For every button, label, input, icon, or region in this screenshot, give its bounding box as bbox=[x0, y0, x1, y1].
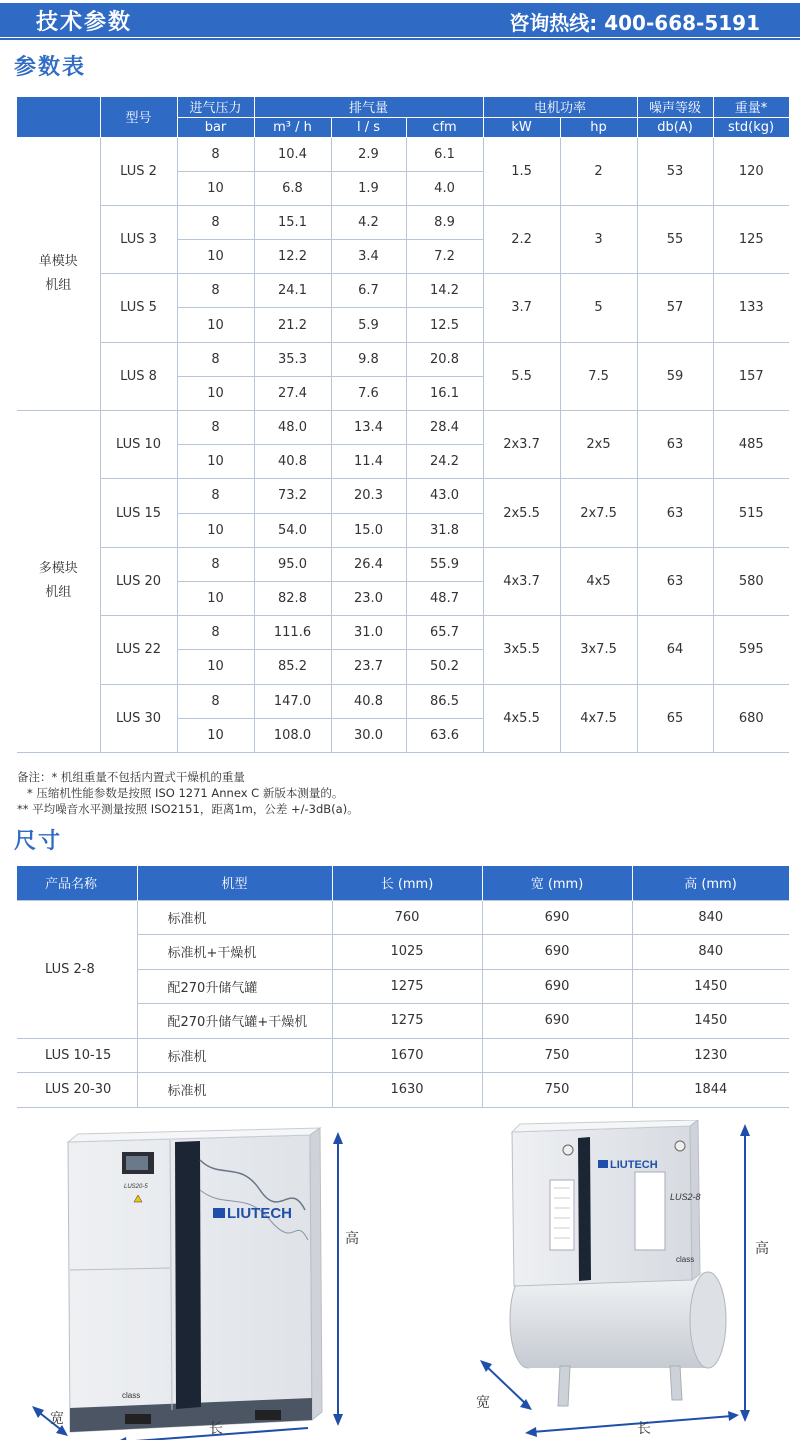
noise-cell: 59 bbox=[637, 342, 713, 410]
group-name-line: 多模块 bbox=[38, 561, 78, 577]
flow-ls-cell: 4.2 bbox=[331, 205, 406, 239]
pressure-gauge-icon bbox=[563, 1145, 573, 1155]
flow-m3h-cell: 35.3 bbox=[254, 342, 331, 376]
flow-cfm-cell: 50.2 bbox=[406, 650, 483, 684]
table-row bbox=[17, 274, 789, 308]
noise-cell: 55 bbox=[637, 205, 713, 273]
motor-hp-cell: 3 bbox=[560, 205, 637, 273]
table-row bbox=[17, 205, 789, 239]
header-noise: 噪声等级 bbox=[637, 97, 713, 117]
noise-cell: 63 bbox=[637, 411, 713, 479]
model-cell: LUS 2 bbox=[100, 137, 177, 205]
noise-cell: 63 bbox=[637, 547, 713, 615]
dims-section-title: 尺寸 bbox=[14, 829, 63, 854]
flow-m3h-cell: 27.4 bbox=[254, 376, 331, 410]
model-cell: LUS 15 bbox=[100, 479, 177, 547]
right-brand-text: LIUTECH bbox=[610, 1159, 658, 1171]
weight-cell: 157 bbox=[713, 342, 789, 410]
product-name-cell: LUS 2-8 bbox=[17, 900, 137, 1038]
pressure-cell: 10 bbox=[177, 650, 254, 684]
spec-section-title: 参数表 bbox=[14, 55, 87, 80]
header-weight-unit: std(kg) bbox=[713, 117, 789, 137]
pressure-cell: 8 bbox=[177, 684, 254, 718]
pressure-cell: 10 bbox=[177, 513, 254, 547]
model-cell: LUS 10 bbox=[100, 411, 177, 479]
table-row bbox=[17, 479, 789, 513]
header-flow-cfm: cfm bbox=[406, 117, 483, 137]
model-cell: LUS 20 bbox=[100, 547, 177, 615]
width-cell: 690 bbox=[482, 1004, 632, 1039]
noise-cell: 57 bbox=[637, 274, 713, 342]
header-noise-unit: db(A) bbox=[637, 117, 713, 137]
length-cell: 1275 bbox=[332, 1004, 482, 1039]
header-width: 宽 (mm) bbox=[482, 866, 632, 900]
flow-m3h-cell: 10.4 bbox=[254, 137, 331, 171]
notes bbox=[17, 769, 359, 817]
header-flow-ls: l / s bbox=[331, 117, 406, 137]
motor-kw-cell: 3x5.5 bbox=[483, 616, 560, 684]
page-title: 技术参数 bbox=[36, 10, 133, 35]
table-row bbox=[17, 1038, 789, 1073]
spec-table bbox=[17, 97, 790, 753]
pressure-cell: 10 bbox=[177, 718, 254, 752]
left-class-badge: class bbox=[122, 1391, 141, 1400]
flow-ls-cell: 31.0 bbox=[331, 616, 406, 650]
pressure-cell: 10 bbox=[177, 376, 254, 410]
flow-cfm-cell: 12.5 bbox=[406, 308, 483, 342]
table-row bbox=[17, 616, 789, 650]
flow-ls-cell: 9.8 bbox=[331, 342, 406, 376]
dimensions-table bbox=[17, 866, 790, 1108]
header-pressure-unit: bar bbox=[177, 117, 254, 137]
motor-kw-cell: 2.2 bbox=[483, 205, 560, 273]
pressure-cell: 8 bbox=[177, 342, 254, 376]
product-name-cell: LUS 20-30 bbox=[17, 1073, 137, 1108]
flow-cfm-cell: 6.1 bbox=[406, 137, 483, 171]
compressor-cabinet-illustration bbox=[30, 1120, 370, 1440]
model-cell: LUS 3 bbox=[100, 205, 177, 273]
product-name-cell: LUS 10-15 bbox=[17, 1038, 137, 1073]
noise-cell: 65 bbox=[637, 684, 713, 752]
right-length-label: 长 bbox=[637, 1421, 651, 1437]
flow-m3h-cell: 73.2 bbox=[254, 479, 331, 513]
flow-cfm-cell: 48.7 bbox=[406, 581, 483, 615]
table-row bbox=[17, 900, 789, 935]
length-cell: 1025 bbox=[332, 935, 482, 970]
header-flow-m3: m³ / h bbox=[254, 117, 331, 137]
compressor-tank-illustration bbox=[470, 1120, 790, 1440]
motor-kw-cell: 2x3.7 bbox=[483, 411, 560, 479]
pressure-cell: 8 bbox=[177, 411, 254, 445]
flow-m3h-cell: 54.0 bbox=[254, 513, 331, 547]
header-motor-hp: hp bbox=[560, 117, 637, 137]
flow-cfm-cell: 14.2 bbox=[406, 274, 483, 308]
flow-ls-cell: 15.0 bbox=[331, 513, 406, 547]
width-cell: 690 bbox=[482, 900, 632, 935]
header-height: 高 (mm) bbox=[632, 866, 789, 900]
width-cell: 690 bbox=[482, 969, 632, 1004]
length-cell: 1630 bbox=[332, 1073, 482, 1108]
weight-cell: 133 bbox=[713, 274, 789, 342]
table-row bbox=[17, 547, 789, 581]
flow-ls-cell: 7.6 bbox=[331, 376, 406, 410]
header-rule bbox=[0, 38, 800, 40]
motor-hp-cell: 4x5 bbox=[560, 547, 637, 615]
hotline-text: 咨询热线: 400-668-5191 bbox=[509, 11, 760, 35]
left-brand-text: LIUTECH bbox=[227, 1205, 292, 1222]
motor-hp-cell: 2x7.5 bbox=[560, 479, 637, 547]
flow-cfm-cell: 43.0 bbox=[406, 479, 483, 513]
weight-cell: 580 bbox=[713, 547, 789, 615]
flow-cfm-cell: 63.6 bbox=[406, 718, 483, 752]
flow-ls-cell: 1.9 bbox=[331, 171, 406, 205]
group-name-line: 机组 bbox=[45, 277, 72, 293]
flow-m3h-cell: 15.1 bbox=[254, 205, 331, 239]
pressure-cell: 10 bbox=[177, 445, 254, 479]
flow-cfm-cell: 55.9 bbox=[406, 547, 483, 581]
header-bar bbox=[0, 0, 800, 40]
flow-m3h-cell: 6.8 bbox=[254, 171, 331, 205]
height-cell: 1844 bbox=[632, 1073, 789, 1108]
flow-m3h-cell: 111.6 bbox=[254, 616, 331, 650]
group-name bbox=[17, 137, 100, 411]
flow-ls-cell: 20.3 bbox=[331, 479, 406, 513]
left-height-label: 高 bbox=[345, 1231, 359, 1247]
header-length: 长 (mm) bbox=[332, 866, 482, 900]
flow-ls-cell: 23.0 bbox=[331, 581, 406, 615]
motor-kw-cell: 4x5.5 bbox=[483, 684, 560, 752]
header-model: 型号 bbox=[100, 97, 177, 137]
motor-kw-cell: 3.7 bbox=[483, 274, 560, 342]
flow-ls-cell: 23.7 bbox=[331, 650, 406, 684]
flow-m3h-cell: 147.0 bbox=[254, 684, 331, 718]
length-cell: 1670 bbox=[332, 1038, 482, 1073]
width-cell: 690 bbox=[482, 935, 632, 970]
flow-m3h-cell: 85.2 bbox=[254, 650, 331, 684]
motor-kw-cell: 4x3.7 bbox=[483, 547, 560, 615]
motor-hp-cell: 3x7.5 bbox=[560, 616, 637, 684]
motor-hp-cell: 5 bbox=[560, 274, 637, 342]
model-cell: LUS 5 bbox=[100, 274, 177, 342]
weight-cell: 485 bbox=[713, 411, 789, 479]
group-name-line: 单模块 bbox=[38, 253, 78, 269]
right-width-label: 宽 bbox=[476, 1395, 490, 1411]
pressure-cell: 8 bbox=[177, 479, 254, 513]
flow-m3h-cell: 95.0 bbox=[254, 547, 331, 581]
flow-ls-cell: 30.0 bbox=[331, 718, 406, 752]
motor-kw-cell: 5.5 bbox=[483, 342, 560, 410]
flow-m3h-cell: 12.2 bbox=[254, 240, 331, 274]
brand-logo-icon bbox=[598, 1160, 608, 1168]
height-cell: 1230 bbox=[632, 1038, 789, 1073]
table-row bbox=[17, 411, 789, 445]
pressure-cell: 8 bbox=[177, 616, 254, 650]
flow-cfm-cell: 28.4 bbox=[406, 411, 483, 445]
flow-m3h-cell: 82.8 bbox=[254, 581, 331, 615]
height-cell: 840 bbox=[632, 900, 789, 935]
table-row bbox=[17, 137, 789, 171]
flow-ls-cell: 26.4 bbox=[331, 547, 406, 581]
weight-cell: 120 bbox=[713, 137, 789, 205]
header-motor-kw: kW bbox=[483, 117, 560, 137]
machine-model-cell: 标准机 bbox=[137, 1038, 332, 1073]
group-name bbox=[17, 411, 100, 753]
machine-model-cell: 配270升储气罐 bbox=[137, 969, 332, 1004]
flow-cfm-cell: 65.7 bbox=[406, 616, 483, 650]
header-pressure: 进气压力 bbox=[177, 97, 254, 117]
machine-model-cell: 标准机 bbox=[137, 1073, 332, 1108]
pressure-cell: 10 bbox=[177, 240, 254, 274]
flow-ls-cell: 13.4 bbox=[331, 411, 406, 445]
flow-ls-cell: 40.8 bbox=[331, 684, 406, 718]
noise-cell: 63 bbox=[637, 479, 713, 547]
flow-cfm-cell: 7.2 bbox=[406, 240, 483, 274]
left-width-label: 宽 bbox=[50, 1411, 64, 1427]
flow-cfm-cell: 4.0 bbox=[406, 171, 483, 205]
header-product: 产品名称 bbox=[17, 866, 137, 900]
machine-model-cell: 配270升储气罐+干燥机 bbox=[137, 1004, 332, 1039]
motor-hp-cell: 7.5 bbox=[560, 342, 637, 410]
model-cell: LUS 30 bbox=[100, 684, 177, 752]
note-line: 备注：* 机组重量不包括内置式干燥机的重量 bbox=[17, 770, 245, 784]
width-cell: 750 bbox=[482, 1038, 632, 1073]
header-flow: 排气量 bbox=[254, 97, 483, 117]
group-name-line: 机组 bbox=[45, 585, 72, 601]
flow-m3h-cell: 24.1 bbox=[254, 274, 331, 308]
flow-cfm-cell: 8.9 bbox=[406, 205, 483, 239]
width-cell: 750 bbox=[482, 1073, 632, 1108]
noise-cell: 53 bbox=[637, 137, 713, 205]
flow-cfm-cell: 20.8 bbox=[406, 342, 483, 376]
pressure-gauge-icon bbox=[675, 1141, 685, 1151]
weight-cell: 125 bbox=[713, 205, 789, 273]
table-row bbox=[17, 1073, 789, 1108]
flow-m3h-cell: 48.0 bbox=[254, 411, 331, 445]
flow-m3h-cell: 40.8 bbox=[254, 445, 331, 479]
flow-cfm-cell: 24.2 bbox=[406, 445, 483, 479]
header-machine-model: 机型 bbox=[137, 866, 332, 900]
weight-cell: 515 bbox=[713, 479, 789, 547]
flow-ls-cell: 2.9 bbox=[331, 137, 406, 171]
right-class-badge: class bbox=[676, 1255, 695, 1264]
flow-ls-cell: 5.9 bbox=[331, 308, 406, 342]
header-motor: 电机功率 bbox=[483, 97, 637, 117]
height-cell: 1450 bbox=[632, 969, 789, 1004]
length-cell: 1275 bbox=[332, 969, 482, 1004]
header-blank bbox=[17, 97, 100, 137]
table-row bbox=[17, 684, 789, 718]
flow-ls-cell: 6.7 bbox=[331, 274, 406, 308]
note-line: ** 平均噪音水平测量按照 ISO2151，距离1m，公差 +/-3dB(a)。 bbox=[17, 802, 359, 816]
table-row bbox=[17, 342, 789, 376]
motor-kw-cell: 2x5.5 bbox=[483, 479, 560, 547]
flow-m3h-cell: 21.2 bbox=[254, 308, 331, 342]
pressure-cell: 8 bbox=[177, 137, 254, 171]
header-weight: 重量* bbox=[713, 97, 789, 117]
right-height-label: 高 bbox=[755, 1241, 769, 1257]
weight-cell: 595 bbox=[713, 616, 789, 684]
machine-model-cell: 标准机+干燥机 bbox=[137, 935, 332, 970]
height-cell: 1450 bbox=[632, 1004, 789, 1039]
flow-m3h-cell: 108.0 bbox=[254, 718, 331, 752]
note-line: * 压缩机性能参数是按照 ISO 1271 Annex C 新版本测量的。 bbox=[27, 786, 344, 800]
right-model-plate: LUS2-8 bbox=[670, 1192, 701, 1202]
pressure-cell: 10 bbox=[177, 171, 254, 205]
pressure-cell: 8 bbox=[177, 205, 254, 239]
motor-hp-cell: 2x5 bbox=[560, 411, 637, 479]
motor-hp-cell: 4x7.5 bbox=[560, 684, 637, 752]
pressure-cell: 10 bbox=[177, 581, 254, 615]
brand-logo-icon bbox=[213, 1208, 225, 1218]
model-cell: LUS 8 bbox=[100, 342, 177, 410]
left-length-label: 长 bbox=[209, 1421, 223, 1437]
left-model-plate: LUS20-5 bbox=[124, 1184, 148, 1190]
motor-kw-cell: 1.5 bbox=[483, 137, 560, 205]
flow-ls-cell: 11.4 bbox=[331, 445, 406, 479]
weight-cell: 680 bbox=[713, 684, 789, 752]
model-cell: LUS 22 bbox=[100, 616, 177, 684]
pressure-cell: 10 bbox=[177, 308, 254, 342]
flow-cfm-cell: 86.5 bbox=[406, 684, 483, 718]
flow-ls-cell: 3.4 bbox=[331, 240, 406, 274]
noise-cell: 64 bbox=[637, 616, 713, 684]
height-cell: 840 bbox=[632, 935, 789, 970]
pressure-cell: 8 bbox=[177, 274, 254, 308]
flow-cfm-cell: 16.1 bbox=[406, 376, 483, 410]
flow-cfm-cell: 31.8 bbox=[406, 513, 483, 547]
motor-hp-cell: 2 bbox=[560, 137, 637, 205]
machine-model-cell: 标准机 bbox=[137, 900, 332, 935]
pressure-cell: 8 bbox=[177, 547, 254, 581]
length-cell: 760 bbox=[332, 900, 482, 935]
